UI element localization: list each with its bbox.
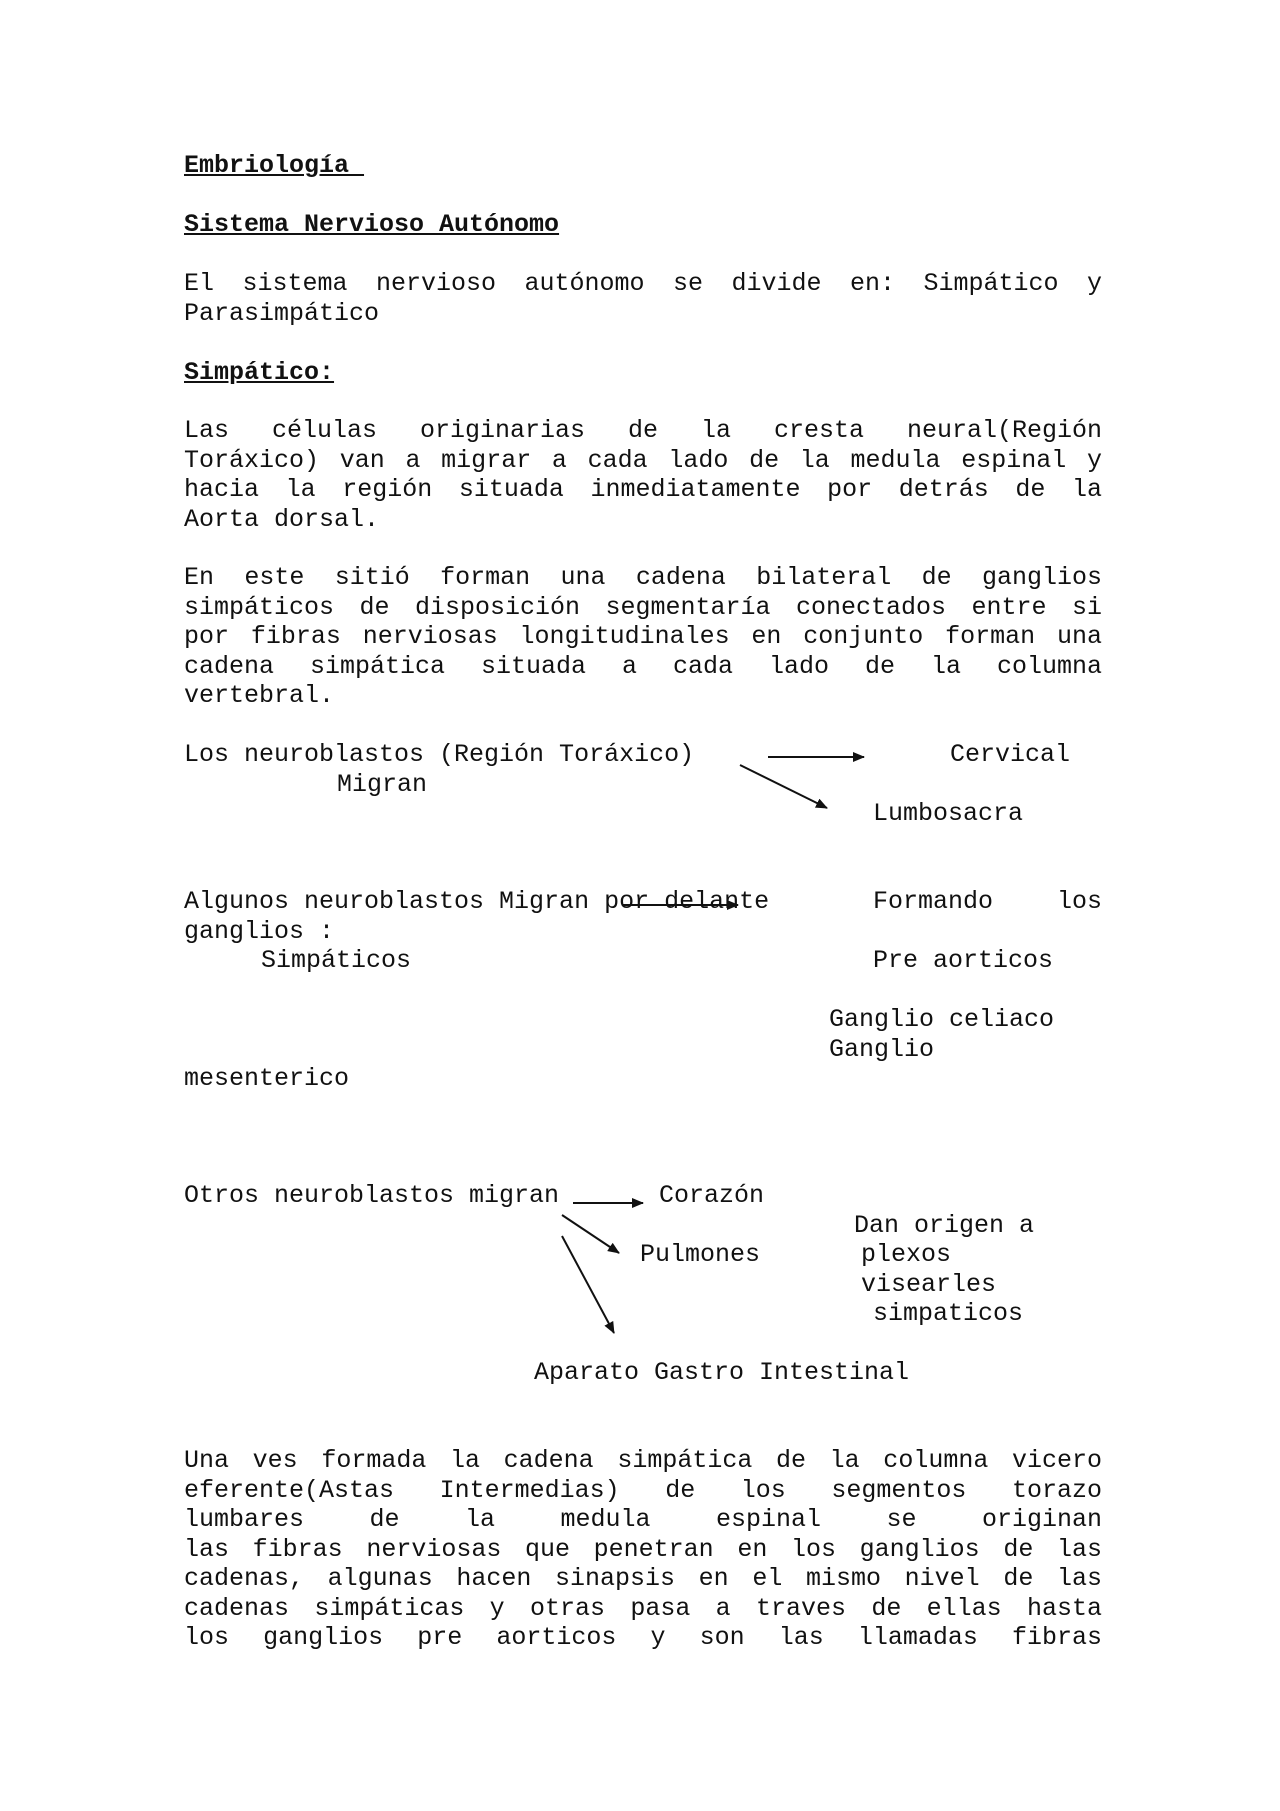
intro-paragraph <box>184 269 1102 328</box>
text-line: cadenas, algunas hacen sinapsis en el mismo nivel de las <box>184 1564 1102 1593</box>
diagram2-formando: Formando <box>873 887 994 916</box>
diagram2-pre-aorticos: Pre aorticos <box>873 946 1054 975</box>
diagram2-line1: Algunos neuroblastos Migran por delante <box>184 887 770 916</box>
diagram3-note-line: simpaticos <box>873 1299 1024 1328</box>
text-line: El sistema nervioso autónomo se divide en: Simpático y <box>184 269 1102 298</box>
text-line: Aorta dorsal. <box>184 504 380 534</box>
text-line: vertebral. <box>184 681 335 710</box>
text-line: lumbares de la medula espinal se originan <box>184 1505 1102 1534</box>
diagram2-line2: ganglios : <box>184 917 335 946</box>
text-line: eferente(Astas Intermedias) de los segmentos torazo <box>184 1475 1102 1505</box>
diagram1-verb: Migran <box>337 770 428 799</box>
text-line: simpáticos de disposición segmentaría conectados entre si <box>184 592 1102 622</box>
diagram3-corazon: Corazón <box>659 1181 765 1210</box>
arrow-to-lumbosacra <box>740 765 827 808</box>
text-line: Una ves formada la cadena simpática de la columna vicero <box>184 1446 1102 1475</box>
arrow-to-pulmones <box>562 1215 619 1253</box>
paragraph-2 <box>184 563 1102 711</box>
text-line: las fibras nerviosas que penetran en los ganglios de las <box>184 1534 1102 1564</box>
arrow-to-aparato <box>562 1236 614 1333</box>
diagram3-pulmones: Pulmones <box>640 1240 761 1269</box>
text-line: Toráxico) van a migrar a cada lado de la medula espinal y <box>184 445 1102 475</box>
text-line: hacia la región situada inmediatamente por detrás de la <box>184 475 1102 504</box>
paragraph-3 <box>184 1446 1102 1653</box>
paragraph-1 <box>184 416 1102 534</box>
diagram3-source: Otros neuroblastos migran <box>184 1181 560 1210</box>
diagram1-source: Los neuroblastos (Región Toráxico) <box>184 740 695 769</box>
text-line: En este sitió forman una cadena bilateral de ganglios <box>184 563 1102 592</box>
diagram3-aparato: Aparato Gastro Intestinal <box>534 1358 910 1387</box>
text-line: cadenas simpáticas y otras pasa a traves de ellas hasta <box>184 1593 1102 1623</box>
diagram3-note-line: Dan origen a <box>854 1211 1035 1240</box>
diagram1-target-cervical: Cervical <box>950 740 1071 769</box>
diagram2-los: los <box>1057 887 1103 916</box>
text-line: Las células originarias de la cresta neural(Región <box>184 416 1102 445</box>
text-line: cadena simpática situada a cada lado de la columna <box>184 651 1102 681</box>
diagram2-ganglio: Ganglio <box>829 1035 935 1064</box>
page-subtitle: Sistema Nervioso Autónomo <box>184 210 560 239</box>
diagram2-simpaticos: Simpáticos <box>261 946 412 975</box>
diagram3-note-line: visearles <box>861 1270 997 1299</box>
text-line: los ganglios pre aorticos y son las llamadas fibras <box>184 1623 1102 1652</box>
diagram3-note-line: plexos <box>861 1240 952 1269</box>
text-line: por fibras nerviosas longitudinales en conjunto forman una <box>184 622 1102 651</box>
section-heading: Simpático: <box>184 358 335 387</box>
page-title: Embriología <box>184 151 365 180</box>
diagram2-mesenterico: mesenterico <box>184 1064 350 1093</box>
text-line: Parasimpático <box>184 298 380 328</box>
diagram1-target-lumbosacra: Lumbosacra <box>873 799 1024 828</box>
diagram2-ganglio-celiaco: Ganglio celiaco <box>829 1005 1055 1034</box>
